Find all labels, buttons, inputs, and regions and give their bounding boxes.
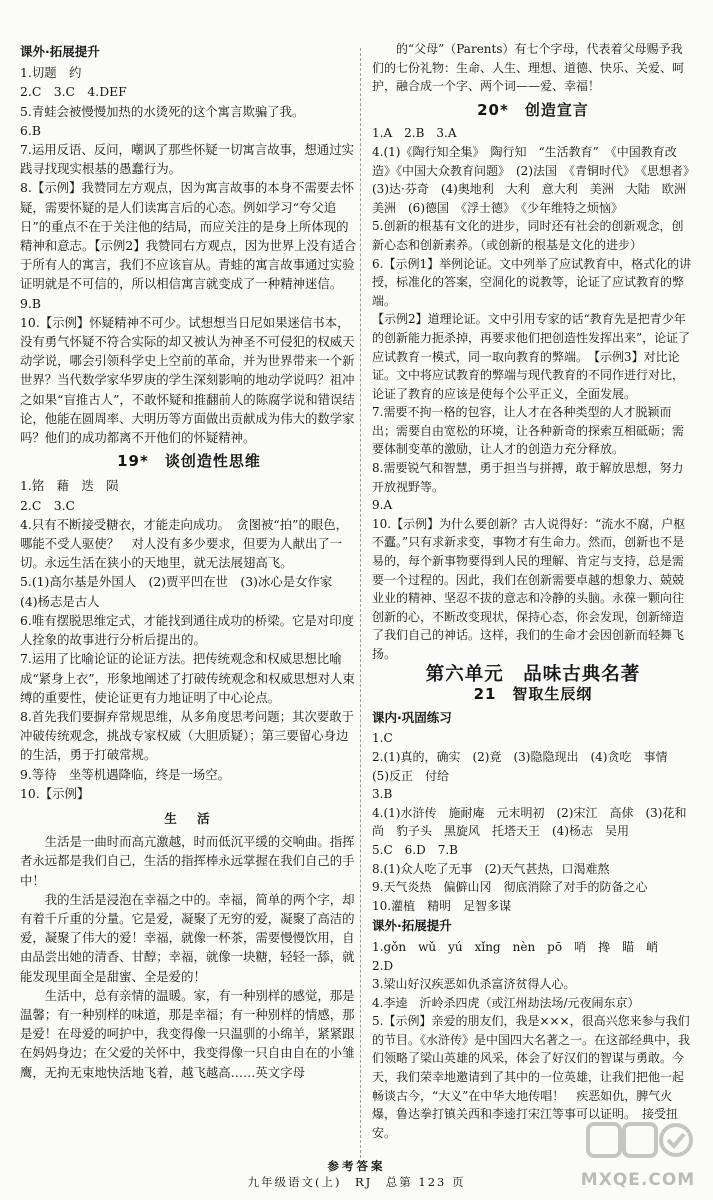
lesson-21-title: 21 智取生辰纲 — [473, 685, 593, 704]
answer-item: 6.【示例1】举例论证。文中列举了应试教育中，格式化的讲授，标准化的答案，空洞化的说教等，论证了应试教育的弊端。 — [372, 256, 692, 308]
answer-item: 1.铭 藉 迭 陨 — [20, 478, 119, 494]
answer-item: 4.(1)水浒传 施耐庵 元末明初 (2)宋江 高俅 (3)花和尚 豹子头 黑旋风 托塔天王 (4)杨志 吴用 — [372, 805, 687, 839]
unit-6-title: 第六单元 品味古典名著 — [425, 663, 641, 685]
answer-item: 10.【示例】 — [20, 785, 90, 801]
answer-item: 6.B — [20, 122, 41, 138]
section-heading-extension: 课外·拓展提升 — [20, 44, 100, 59]
answer-item: 2.C 3.C 4.DEF — [20, 84, 127, 100]
watermark — [568, 1120, 708, 1192]
right-column — [372, 40, 702, 1142]
answer-list-lesson-21 — [372, 729, 694, 915]
answer-item: 10.【示例】怀疑精神不可少。试想想当日尼如果迷信书本，没有勇气怀疑不符合实际的却又被认为神圣不可侵犯的权威天动学说，哪会引领科学史上空前的革命，并为世界带来一个新世界？当代数学家华罗庚的学生深刻影响的地动学说吗？祖冲之如果“盲推古人”，不敢怀疑和推翻前人的陈腐学说和错误结论，他能在圆周率、大明历等方面做出贡献成为伟大的数学家吗？他们的成功都离不开他们的怀疑精神。 — [20, 314, 355, 446]
answer-item: 4.(1)《陶行知全集》 陶行知 “生活教育” 《中国教育改造》《中国大众教育问题》 (2)法国 《青铜时代》 《思想者》 (3)达·芬奇 (4)奥地利 大利 意大利 美洲 大陆 欧洲 美洲 (6)德国 《浮士德》 《少年维特之烦恼》 — [372, 144, 702, 215]
answer-list-extension-2 — [372, 938, 694, 1143]
answer-item: 8.首先我们要摒弃常规思维，从多角度思考问题；其次要敢于冲破传统观念，挑战专家权威（大胆质疑）；第三要留心身边的生活，勇于打破常规。 — [20, 708, 354, 763]
answer-list-lesson-20 — [372, 124, 702, 663]
answer-list-extension — [20, 63, 358, 447]
answer-item: 9.天气炎热 偏僻山冈 彻底消除了对手的防备之心 — [372, 880, 648, 895]
answer-item: 1.gǒn wǔ yú xǐng nèn pō 哨 搀 瞄 峭 — [372, 939, 659, 954]
answer-item: 4.只有不断接受糖衣，才能走向成功。 贪图被“拍”的眼色，哪能不受人驱使？ 对人没有多少要求，但要为人献出了一切。永远生活在狭小的天地里，就无法展翅高飞。 — [20, 516, 349, 571]
answer-item: 10.灌植 精明 足智多谋 — [372, 898, 512, 913]
left-column — [20, 40, 358, 1082]
answer-list-lesson-19 — [20, 476, 358, 802]
answer-item: 7.运用反语、反问，嘲讽了那些怀疑一切寓言故事，想通过实践寻找现实根基的愚蠢行为。 — [20, 142, 354, 177]
answer-item: 7.需要不拘一格的包容，让人才在各种类型的人才脱颖而出；需要自由宽松的环境，让各种新奇的探索互相砥砺；需要体制变革的激励，让人才的创造力充分释放。 — [372, 405, 685, 457]
answer-item: 5.青蛙会被慢慢加热的水烫死的这个寓言欺骗了我。 — [20, 103, 305, 119]
answer-item: 10.【示例】为什么要创新？古人说得好：“流水不腐，户枢不蠹。”只有求新求变，事物才有生命力。然而，创新也不是易的，每个新事物要得到人民的理解、肯定与支持，总是需要一个过程的。因此，我们在创新需要卓越的想象力、兢兢业业的精神、坚忍不拔的意志和冷静的头脑。永葆一颗向往创新的心，不断改变现状，保持心态，你会发现，创新缔造了我们自己的神话。这样，我们的生命才会因创新而轻舞飞扬。 — [372, 516, 686, 661]
answer-item: 6.唯有摆脱思维定式，才能找到通往成功的桥梁。它是对印度人拴象的故事进行分析后提出的。 — [20, 612, 354, 648]
essay-body — [20, 832, 358, 1082]
essay-continuation: 的“父母”（Parents）有七个字母，代表着父母赐予我们的七份礼物：生命、人生、理想、道德、快乐、关爱、呵护，融合成一个字、两个词——爱、幸福！ — [372, 42, 685, 94]
answer-item: 9.B — [20, 295, 41, 311]
answer-item: 2.(1)真的，确实 (2)竟 (3)隐隐现出 (4)贪吃 事情 (5)反正 付给 — [372, 749, 680, 783]
answer-item: 2.D — [372, 958, 394, 973]
section-heading-extension-2: 课外·拓展提升 — [372, 918, 452, 934]
answer-item: 3.梁山好汉疾恶如仇杀富济贫得人心。 — [372, 977, 576, 992]
column-divider — [360, 48, 361, 1158]
answer-item: 1.C — [372, 731, 393, 746]
answer-item: 7.运用了比喻论证的论证方法。把传统观念和权威思想比喻成“紧身上衣”，形象地阐述了打破传统观念和权威思想对人束缚的重要性，使论证更有力地证明了中心论点。 — [20, 651, 355, 705]
essay-title: 生 活 — [164, 810, 214, 826]
answer-item: 5.C 6.D 7.B — [372, 842, 458, 857]
essay-paragraph: 我的生活是浸泡在幸福之中的。幸福，简单的两个字，却有着千斤重的分量。它是爱，凝聚了无穷的爱，凝聚了高洁的爱，凝聚了伟大的爱！幸福，就像一杯茶，需要慢慢饮用，自由品尝出她的清香、甘醇；幸福，就像一块糖，轻轻一舔，就能发现里面全是甜蜜、全是爱的！ — [20, 891, 355, 984]
answer-item: 5.创新的根基有文化的进步，同时还有社会的创新观念，创新心态和创新素养。（或创新的根基是文化的进步） — [372, 219, 684, 252]
footer-label: 参考答案 — [327, 1159, 386, 1173]
answer-item: 1.切题 约 — [20, 65, 82, 81]
answer-stamp-icon — [568, 1120, 708, 1172]
essay-paragraph: 生活中，总有亲情的温暖。家，有一种别样的感觉，那是温馨；有一种别样的味道，那是幸福；有一种别样的情感，那是爱！在母爱的呵护中，我变得像一只温驯的小绵羊，紧紧跟在妈妈身边；在父爱的关怀中，我变得像一只自由自在的小雏鹰，无拘无束地快活地飞着，越飞越高……英文字母 — [20, 987, 355, 1080]
answer-item: 2.C 3.C — [20, 497, 75, 513]
footer-page-info: 九年级语文(上) RJ 总第 123 页 — [247, 1175, 466, 1189]
lesson-19-title: 19* 谈创造性思维 — [117, 452, 261, 471]
answer-item: 5.(1)高尔基是外国人 (2)贾平凹在世 (3)冰心是女作家 (4)杨志是古人 — [20, 574, 345, 609]
answer-item: 8.需要锐气和智慧，勇于担当与拼搏，敢于解放思想，努力开放视野等。 — [372, 461, 684, 494]
answer-item: 1.A 2.B 3.A — [372, 126, 457, 141]
section-heading-classwork: 课内·巩固练习 — [372, 709, 452, 725]
answer-item: 8.(1)众人吃了无事 (2)天气甚热，口渴难熬 — [372, 861, 610, 876]
watermark-text: MXQE.COM — [580, 1170, 696, 1190]
answer-item: 【示例2】道理论证。文中引用专家的话“教育先是把青少年的创新能力扼杀掉，再要求他们把创造性发挥出来”，论证了应试教育一模式，同一取向教育的弊端。 【示例3】对比论证。文中将应试教育的弊端与现代教育的不同作进行对比，论证了教育的应该是使每个公平正义，全面发展。 — [372, 312, 691, 401]
answer-item: 5.【示例】亲爱的朋友们，我是×××，很高兴您来参与我们的节目。《水浒传》是中国四大名著之一。在这部经典中，我们领略了梁山英雄的风采，体会了好汉们的智谋与勇敢。今天，我们荣幸地邀请到了其中的一位英雄，让我们把他一起畅谈古今，“大义”在中华大地传唱！ 疾恶如仇，脾气火爆，鲁达拳打镇关西和李逵打宋江等事可以证明。 接受扭安。 — [372, 1014, 691, 1140]
answer-item: 8.【示例】我赞同左方观点，因为寓言故事的本身不需要去怀疑，需要怀疑的是人们读寓言后的心态。例如学习“夸父追日”的重点不在于关注他的结局，而应关注的是身上所体现的精神和意志。【示例2】我赞同右方观点，因为世界上没有适合于所有人的寓言，我们不应该盲从。青蛙的寓言故事通过实验证明就是不可信的，所以相信寓言就变成了一种精神迷信。 — [20, 180, 357, 292]
lesson-20-title: 20* 创造宣言 — [477, 100, 589, 119]
essay-paragraph: 生活是一曲时而高亢激越，时而低沉平缓的交响曲。指挥者永远都是我们自己，生活的指挥棒永远掌握在我们自己的手中！ — [20, 834, 355, 888]
answer-item: 9.等待 坐等机遇降临，终是一场空。 — [20, 766, 231, 782]
sample-essay — [20, 809, 358, 1082]
answer-item: 9.A — [372, 498, 393, 513]
answer-item: 3.B — [372, 787, 393, 802]
answer-item: 4.李逵 沂岭杀四虎（或江州劫法场/元夜闹东京） — [372, 995, 640, 1010]
